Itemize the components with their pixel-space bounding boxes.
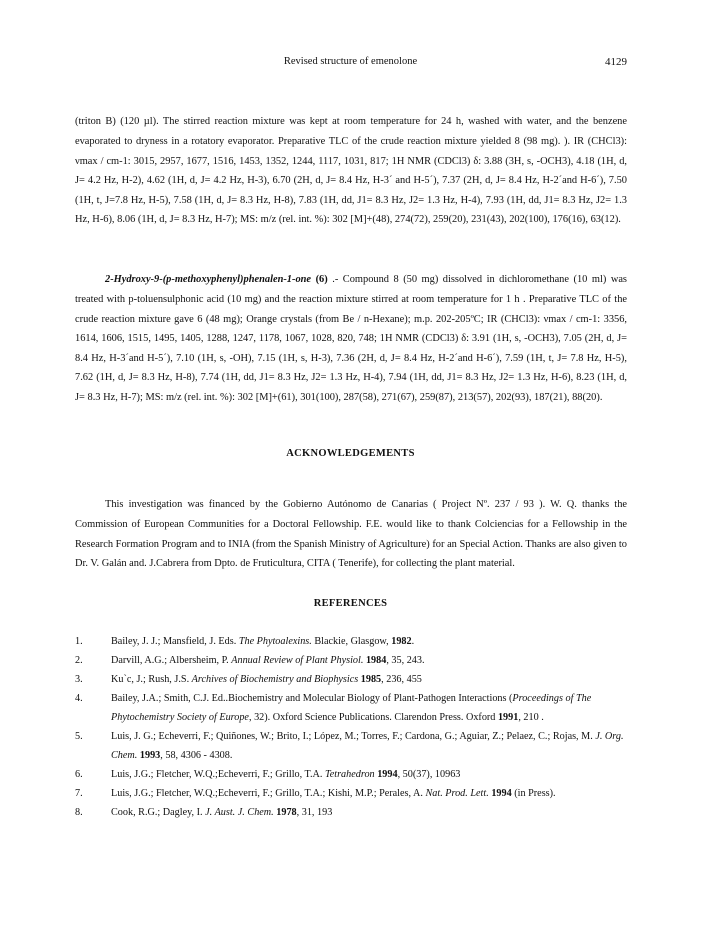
reference-year: 1984 bbox=[365, 655, 387, 666]
experimental-paragraph-compound-6 bbox=[75, 270, 627, 407]
reference-details: , 32). Oxford Science Publications. Clarendon Press. Oxford bbox=[248, 712, 498, 723]
reference-item bbox=[75, 689, 627, 727]
reference-authors: Cook, R.G.; Dagley, I. bbox=[111, 807, 206, 818]
reference-item bbox=[75, 803, 627, 822]
reference-authors: Bailey, J.A.; Smith, C.J. Ed..Biochemistry and Molecular Biology of Plant-Pathogen Interactions ( bbox=[111, 693, 513, 704]
reference-year: 1985 bbox=[360, 674, 382, 685]
acknowledgements-text: This investigation was financed by the Gobierno Autónomo de Canarias ( Project Nº. 237 / 93 ). W. Q. thanks the Commission of European Communities for a Doctoral Fellowship. F.E. would like to thank Colciencias for a Fellowship in the Research Formation Program and to INIA (from the Spanish Ministry of Agriculture) for an Special Action. Thanks are also given to Dr. V. Galán and. J.Cabrera from Dpto. de Fruticultura, CITA ( Tenerife), for collecting the plant material. bbox=[75, 499, 627, 570]
reference-tail: , 236, 455 bbox=[381, 674, 422, 685]
compound-number: (6) bbox=[315, 274, 328, 286]
reference-source: The Phytoalexins. bbox=[238, 636, 312, 647]
reference-number: 7. bbox=[75, 788, 83, 799]
reference-details: Blackie, Glasgow, bbox=[311, 636, 392, 647]
reference-source: Proceedings of The Phytochemistry Society of Europe bbox=[111, 693, 592, 723]
reference-source: J. Aust. J. Chem. bbox=[205, 807, 274, 818]
reference-authors: Luis, J.G.; Fletcher, W.Q.;Echeverri, F.; Grillo, T.A.; Kishi, M.P.; Perales, A. bbox=[111, 788, 426, 799]
page-number: 4129 bbox=[605, 56, 627, 68]
reference-year: 1982 bbox=[391, 636, 412, 647]
reference-number: 5. bbox=[75, 731, 83, 742]
running-head bbox=[0, 56, 701, 72]
reference-number: 6. bbox=[75, 769, 83, 780]
reference-tail: (in Press). bbox=[511, 788, 556, 799]
reference-year: 1994 bbox=[377, 769, 398, 780]
reference-year: 1978 bbox=[276, 807, 297, 818]
reference-number: 4. bbox=[75, 693, 83, 704]
reference-source: Annual Review of Plant Physiol. bbox=[231, 655, 364, 666]
compound-6-text: .- Compound 8 (50 mg) dissolved in dichloromethane (10 ml) was treated with p-toluensulphonic acid (10 mg) and the reaction mixture stirred at room temperature for 1 h . Preparative TLC of the crude reaction mixture gave 6 (48 mg); Orange crystals (from Be / n-Hexane); m.p. 202-205ºC; IR (CHCl3): νmax / cm-1: 3356, 1614, 1606, 1515, 1495, 1405, 1288, 1247, 1178, 1067, 1028, 820, 748; 1H NMR (CDCl3) δ: 3.91 (1H, s, -OCH3), 7.05 (2H, d, J= 8.4 Hz, H-3´and H-5´), 7.10 (1H, s, -OH), 7.15 (1H, s, H-3), 7.36 (2H, d, J= 8.4 Hz, H-2´and H-6´), 7.59 (1H, t, J= 7.8 Hz, H-5), 7.62 (1H, d, J= 8.3 Hz, H-8), 7.74 (1H, dd, J1= 8.3 Hz, J2= 1.3 Hz, H-4), 7.94 (1H, dd, J1= 8.3 Hz, J2= 1.3 Hz, H-6), 8.23 (1H, d, J= 8.3 Hz, H-7); MS: m/z (rel. int. %): 302 [M]+(61), 301(100), 287(58), 271(67), 259(87), 213(57), 202(93), 187(21), 88(20). bbox=[75, 274, 627, 403]
reference-authors: Luis, J.G.; Fletcher, W.Q.;Echeverri, F.; Grillo, T.A. bbox=[111, 769, 326, 780]
reference-authors: Ku`c, J.; Rush, J.S. bbox=[111, 674, 192, 685]
reference-item bbox=[75, 632, 627, 651]
reference-year: 1993 bbox=[139, 750, 161, 761]
reference-source: J. Org. Chem. bbox=[111, 731, 624, 761]
acknowledgements-heading: ACKNOWLEDGEMENTS bbox=[286, 448, 415, 459]
references-list bbox=[75, 632, 627, 822]
reference-source: Archives of Biochemistry and Biophysics bbox=[191, 674, 359, 685]
reference-item bbox=[75, 670, 627, 689]
references-heading: REFERENCES bbox=[313, 598, 388, 609]
reference-item bbox=[75, 784, 627, 803]
reference-number: 8. bbox=[75, 807, 83, 818]
reference-authors: Darvill, A.G.; Albersheim, P. bbox=[111, 655, 232, 666]
reference-source: Tetrahedron bbox=[325, 769, 375, 780]
reference-tail: , 50(37), 10963 bbox=[397, 769, 461, 780]
reference-source: Nat. Prod. Lett. bbox=[425, 788, 489, 799]
reference-number: 2. bbox=[75, 655, 83, 666]
reference-item bbox=[75, 765, 627, 784]
reference-item bbox=[75, 651, 627, 670]
reference-authors: Luis, J. G.; Echeverri, F.; Quiñones, W.; Brito, I.; López, M.; Torres, F.; Cardona, G.; Aguiar, Z.; Pelaez, C.; Rojas, M. bbox=[111, 731, 596, 742]
reference-tail: , 58, 4306 - 4308. bbox=[160, 750, 233, 761]
reference-number: 1. bbox=[75, 636, 83, 647]
reference-tail: , 210 . bbox=[518, 712, 544, 723]
reference-tail: , 31, 193 bbox=[296, 807, 333, 818]
reference-year: 1994 bbox=[491, 788, 512, 799]
reference-number: 3. bbox=[75, 674, 83, 685]
reference-authors: Bailey, J. J.; Mansfield, J. Eds. bbox=[111, 636, 239, 647]
running-title: Revised structure of emenolone bbox=[283, 56, 418, 67]
compound-title: 2-Hydroxy-9-(p-methoxyphenyl)phenalen-1-one bbox=[105, 274, 312, 286]
experimental-paragraph-compound-8: (triton B) (120 µl). The stirred reaction mixture was kept at room temperature for 24 h, washed with water, and the benzene evaporated to dryness in a rotatory evaporator. Preparative TLC of the crude reaction mixture yielded 8 (98 mg). ). IR (CHCl3): νmax / cm-1: 3015, 2957, 1677, 1516, 1453, 1352, 1244, 1117, 1031, 817; 1H NMR (CDCl3) δ: 3.88 (3H, s, -OCH3), 4.18 (1H, d, J= 4.2 Hz, H-2), 4.62 (1H, d, J= 4.2 Hz, H-3), 6.70 (2H, d, J= 8.4 Hz, H-3´ and H-5´), 7.37 (2H, d, J= 8.4 Hz, H-2´and H-6´), 7.50 (1H, t, J=7.8 Hz, H-5), 7.58 (1H, d, J= 8.3 Hz, H-8), 7.83 (1H, dd, J1= 8.3 Hz, J2= 1.3 Hz, H-4), 7.93 (1H, dd, J1= 8.3 Hz, J2= 1.3 Hz, H-6), 8.06 (1H, d, J= 8.3 Hz, H-7); MS: m/z (rel. int. %): 302 [M]+(48), 274(72), 259(20), 231(43), 202(100), 176(16), 63(12). bbox=[75, 116, 627, 226]
reference-tail: , 35, 243. bbox=[386, 655, 425, 666]
reference-item bbox=[75, 727, 627, 765]
reference-year: 1991 bbox=[497, 712, 519, 723]
reference-tail: . bbox=[411, 636, 415, 647]
